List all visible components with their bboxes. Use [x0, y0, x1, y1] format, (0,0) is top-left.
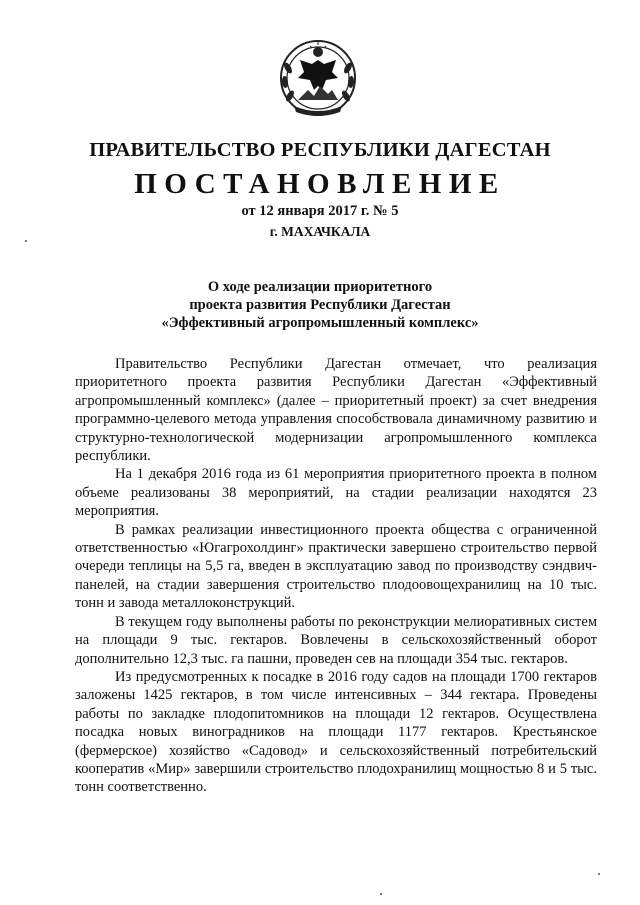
scan-speck — [25, 240, 27, 242]
body-paragraph: Правительство Республики Дагестан отмечает, что реализация приоритетного проекта развития Республики Дагестан «Эффективный агропромышленный комплекс» (далее – приоритетный проект) за счет внедрения программно-целевого метода управления способствовала динамичному развитию и структурно-технологической модернизации агропромышленного комплекса республики. — [75, 356, 597, 465]
government-title: ПРАВИТЕЛЬСТВО РЕСПУБЛИКИ ДАГЕСТАН — [89, 139, 551, 161]
document-subject — [0, 278, 640, 332]
body-paragraph: В рамках реализации инвестиционного проекта общества с ограниченной ответственностью «Югагрохолдинг» практически завершено строительство первой очереди теплицы на 5,5 га, введен в эксплуатацию завод по производству сэндвич-панелей, на стадии завершения строительство плодоовощехранилищ на 10 тыс. тонн и завода металлоконструкций. — [75, 521, 597, 612]
subject-line: проекта развития Республики Дагестан — [189, 297, 451, 313]
body-paragraph: Из предусмотренных к посадке в 2016 году садов на площади 1700 гектаров заложены 1425 гектаров, в том числе интенсивных – 344 гектара. Проведены работы по закладке плодопитомников на площади 12 гектаров. Осуществлена посадка новых виноградников на площади 1177 гектаров. Крестьянское (фермерское) хозяйство «Садовод» и сельскохозяйственный потребительский кооператив «Мир» завершили строительство плодохранилищ мощностью 8 и 5 тыс. тонн соответственно. — [75, 668, 597, 796]
body-paragraph: На 1 декабря 2016 года из 61 мероприятия приоритетного проекта в полном объеме реализованы 38 мероприятий, на стадии реализации находятся 23 мероприятия. — [75, 466, 597, 520]
document-date-number: от 12 января 2017 г. № 5 — [241, 203, 399, 219]
subject-line: О ходе реализации приоритетного — [207, 279, 433, 295]
document-body — [75, 355, 597, 797]
document-city: г. МАХАЧКАЛА — [269, 224, 371, 239]
scan-speck — [380, 893, 382, 895]
subject-line: «Эффективный агропромышленный комплекс» — [161, 315, 479, 331]
body-paragraph: В текущем году выполнены работы по реконструкции мелиоративных систем на площади 9 тыс. гектаров. Вовлечены в сельскохозяйственный оборот дополнительно 12,3 тыс. га пашни, проведен сев на площади 354 тыс. гектаров. — [75, 613, 597, 667]
coat-of-arms-icon — [276, 38, 360, 118]
document-type: ПОСТАНОВЛЕНИЕ — [134, 168, 506, 200]
scan-speck — [598, 873, 600, 875]
